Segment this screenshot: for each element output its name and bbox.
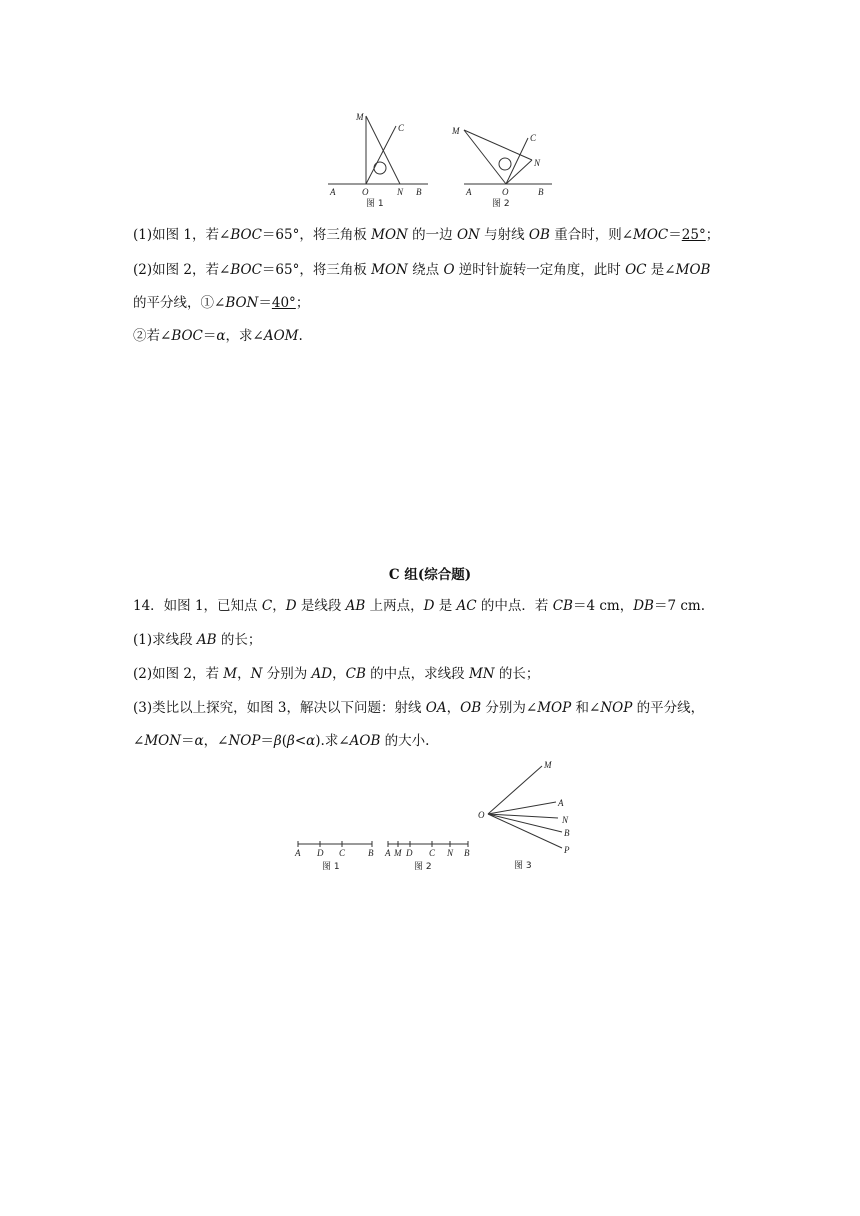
figure-2-bottom [382,832,472,874]
q13-part2-sub2 [133,326,303,346]
fig3-label-n: N [562,815,569,825]
math: MON [371,227,408,243]
figure-3-bottom [474,756,584,872]
text: ).求∠ [315,733,350,749]
text: 是线段 [296,598,346,614]
text: ＝65°，将三角板 [261,227,372,243]
q14-part3 [133,698,704,718]
text: 的中点，求线段 [365,666,469,682]
seg1-label-b: B [368,848,374,858]
math: MON [371,262,408,278]
text: 和∠ [571,700,601,716]
text: ∠ [133,733,145,749]
text: ＝ [258,295,272,311]
text: 的长； [216,632,262,648]
math: α [216,328,226,344]
fig1-label-m: M [356,112,364,122]
fig1-label-o: O [362,187,369,197]
math: MOB [675,262,711,278]
text: ＝7 cm. [653,598,705,614]
text: 是 [434,598,457,614]
fig3-caption: 图 3 [514,861,532,871]
seg2-label-b: B [464,848,470,858]
math: AD [311,666,333,682]
math: MOC [633,227,669,243]
figure-1-bottom [290,832,380,874]
section-heading: C 组(综合题) [388,567,472,583]
q14-stem [133,596,705,616]
seg1-label-d: D [317,848,324,858]
text: 的中点．若 [476,598,553,614]
q14-part1 [133,630,261,650]
text: ； [705,227,720,243]
text: ， [446,700,461,716]
fig1-label-a: A [330,187,336,197]
text: ②若∠ [133,328,172,344]
text: 绕点 [407,262,444,278]
text: 的长； [494,666,540,682]
math: β [273,733,282,749]
text: 上两点， [365,598,424,614]
math: BOC [171,328,203,344]
text: ； [295,295,310,311]
figure-1-diagram [320,108,430,208]
figure-1-top [320,108,430,208]
math: OB [460,700,482,716]
text: ，∠ [203,733,229,749]
math: NOP [228,733,261,749]
text: ＝ [668,227,682,243]
text: 分别为 [262,666,312,682]
text: ， [332,666,346,682]
text: (1)求线段 [133,632,197,648]
fig1-label-n: N [397,187,404,197]
math: BON [225,295,259,311]
seg2-label-d: D [406,848,413,858]
q13-part1 [133,225,719,245]
fig3-label-a: A [558,798,564,808]
math: OB [528,227,550,243]
math: AC [456,598,477,614]
text: ＝4 cm， [572,598,634,614]
math: AB [196,632,217,648]
math: AB [345,598,366,614]
math: O [443,262,455,278]
q13-part2 [133,260,710,280]
text: < [294,733,307,749]
text: 分别为∠ [481,700,538,716]
seg2-label-m: M [394,848,402,858]
math: α [194,733,204,749]
fig2-label-o: O [502,187,509,197]
math: MOP [537,700,572,716]
fig1-label-b: B [416,187,422,197]
math: ON [456,227,480,243]
text: (1)如图 1，若∠ [133,227,231,243]
math: OA [425,700,447,716]
fig2-label-n: N [534,158,541,168]
text: 与射线 [479,227,529,243]
text: 14．如图 1，已知点 [133,598,262,614]
math: DB [633,598,654,614]
text: 的平分线，①∠ [133,295,226,311]
text: ( [281,733,288,749]
math: β [287,733,295,749]
math: CB [552,598,573,614]
segment-diagram-1 [290,832,380,874]
fig2-label-a: A [466,187,472,197]
math: BOC [230,227,262,243]
math: AOB [349,733,381,749]
fig2-label-c: C [530,133,537,143]
text: (3)类比以上探究，如图 3，解决以下问题：射线 [133,700,426,716]
text: 是∠ [646,262,676,278]
answer: 25° [681,227,706,243]
math: α [306,733,316,749]
text: ， [272,598,286,614]
math: M [223,666,238,682]
text: ， [237,666,251,682]
text: ，求∠ [225,328,264,344]
segment-diagram-2 [382,832,472,874]
text: 逆时针旋转一定角度，此时 [454,262,626,278]
angle-diagram-3 [474,756,584,872]
fig2-label-m: M [452,126,460,136]
math: OC [625,262,647,278]
math: MON [144,733,182,749]
seg2-caption: 图 2 [414,862,432,872]
seg2-label-n: N [447,848,454,858]
text: . [298,328,303,344]
text: ＝ [181,733,195,749]
fig3-label-o: O [478,810,485,820]
q14-part3-cont [133,731,429,751]
fig3-label-p: P [564,845,570,855]
text: (2)如图 2，若∠ [133,262,231,278]
text: 的一边 [407,227,457,243]
seg1-caption: 图 1 [322,862,340,872]
text: ＝ [202,328,217,344]
fig2-label-b: B [538,187,544,197]
text: 重合时，则∠ [549,227,634,243]
figure-2-top [448,108,558,208]
text: 的大小. [380,733,430,749]
text: 的平分线， [632,700,705,716]
q14-part2 [133,664,539,684]
fig3-label-b: B [564,828,570,838]
fig1-label-c: C [398,123,405,133]
text: ＝65°，将三角板 [261,262,372,278]
figure-2-diagram [448,108,558,208]
fig3-label-m: M [544,760,552,770]
seg2-label-c: C [429,848,436,858]
math: AOM [263,328,299,344]
answer: 40° [271,295,296,311]
text: ＝ [260,733,274,749]
math: N [250,666,263,682]
q13-part2-cont [133,293,309,313]
math: NOP [600,700,633,716]
seg2-label-a: A [385,848,391,858]
math: BOC [230,262,262,278]
seg1-label-a: A [295,848,301,858]
fig1-caption: 图 1 [366,199,384,208]
math: CB [345,666,366,682]
text: (2)如图 2，若 [133,666,224,682]
seg1-label-c: C [339,848,346,858]
math: C [261,598,273,614]
fig2-caption: 图 2 [492,199,510,208]
math: MN [468,666,495,682]
math: D [423,598,435,614]
math: D [285,598,297,614]
